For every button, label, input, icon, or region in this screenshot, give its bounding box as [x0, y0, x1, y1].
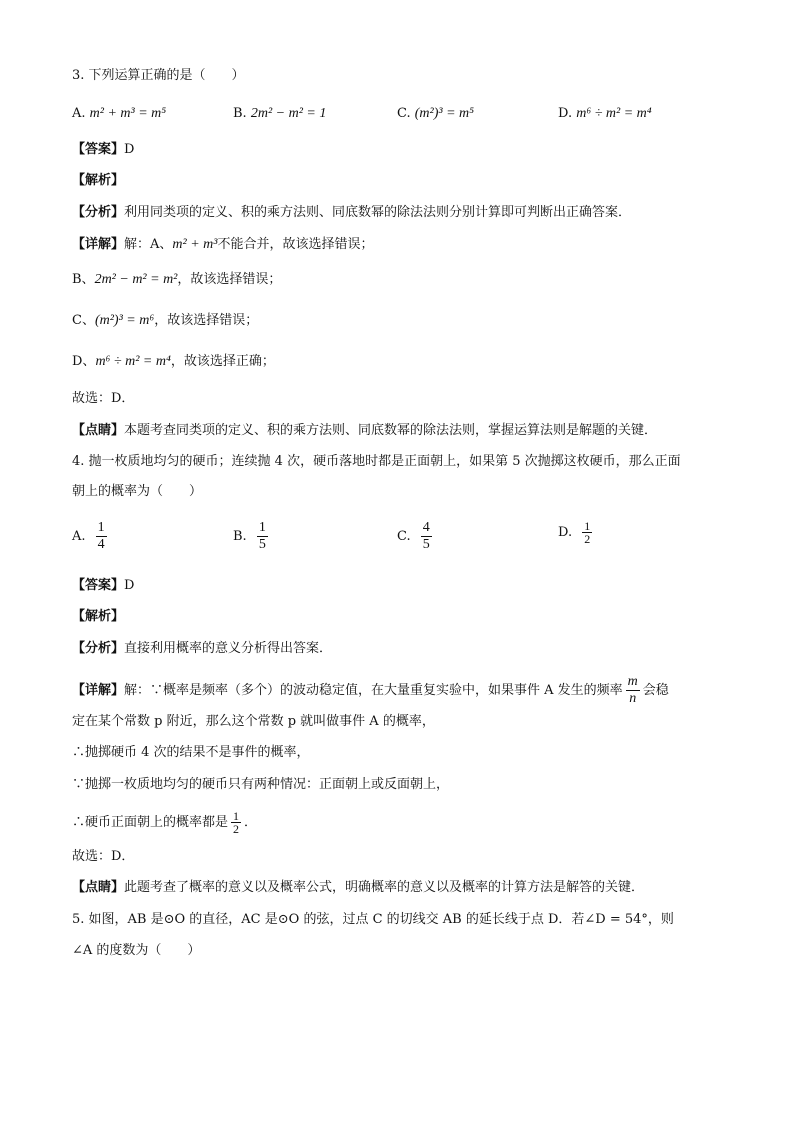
q4-option-d-label: D. [558, 525, 573, 540]
q4-option-b-den: 5 [258, 537, 266, 552]
q3-xiangjie-a [72, 235, 373, 255]
q4-xiangjie-text5: ∴硬币正面朝上的概率都是 [72, 815, 229, 830]
q4-xiangjie-text5-end: ． [244, 815, 258, 830]
q3-option-a-label: A. [72, 106, 86, 121]
q4-freq-num: m [627, 674, 638, 689]
q3-fenxi-tag: 【分析】 [72, 205, 125, 220]
q3-answer-tag: 【答案】 [72, 142, 125, 157]
q4-xiangjie-tag: 【详解】 [72, 683, 125, 698]
q3-line-d [72, 352, 275, 372]
q4-option-b-num: 1 [258, 520, 266, 535]
q4-dianjing [72, 878, 644, 898]
q4-half-num: 1 [233, 809, 240, 823]
q3-option-d-expr: m⁶ ÷ m² = m⁴ [576, 106, 652, 121]
q3-option-c-expr: (m²)³ = m⁵ [414, 106, 475, 121]
q3-answer-value: D [124, 142, 135, 157]
q3-answer [72, 140, 134, 160]
q3-xiangjie-a-prefix: 解：A、 [124, 237, 173, 252]
q4-option-a-frac [96, 520, 107, 553]
q4-option-c-den: 5 [422, 537, 430, 552]
q4-xiangjie-4: ∵抛掷一枚质地均匀的硬币只有两种情况：正面朝上或反面朝上， [72, 777, 450, 792]
q3-dianjing-text: 本题考查同类项的定义、积的乘方法则、同底数幂的除法法则，掌握运算法则是解题的关键． [124, 423, 658, 438]
q3-option-b [233, 104, 326, 124]
q4-xiangjie-1 [72, 674, 669, 707]
q4-xiangjie-2: 定在某个常数 p 附近，那么这个常数 p 就叫做事件 A 的概率， [72, 714, 435, 729]
q5-stem-line1: 5. 如图，AB 是⊙O 的直径，AC 是⊙O 的弦，过点 C 的切线交 AB 的延长线于点 D．若∠D = 54°，则 [72, 912, 674, 927]
q3-line-b-suffix: ，故该选择错误； [177, 272, 282, 287]
q3-line-b [72, 270, 281, 290]
q4-option-c-label: C. [397, 529, 411, 544]
q3-option-b-label: B. [233, 106, 247, 121]
q4-option-a-label: A. [72, 529, 86, 544]
q4-xiangjie-text1: 解：∵概率是频率（多个）的波动稳定值，在大量重复实验中，如果事件 A 发生的频率 [124, 683, 623, 698]
q4-fenxi-text: 直接利用概率的意义分析得出答案． [124, 641, 333, 656]
q4-guxuan: 故选：D． [72, 849, 135, 864]
q3-fenxi-text: 利用同类项的定义、积的乘方法则、同底数幂的除法法则分别计算即可判断出正确答案． [124, 205, 632, 220]
q4-option-c [397, 520, 432, 553]
q4-half-den: 2 [233, 822, 240, 836]
q4-option-d-num: 1 [584, 519, 591, 533]
q3-line-c-expr: (m²)³ = m⁶ [94, 313, 155, 328]
q3-xiangjie-tag: 【详解】 [72, 237, 125, 252]
q4-fenxi [72, 639, 332, 659]
q3-line-b-prefix: B、 [72, 272, 95, 287]
q3-analysis-tag [72, 171, 124, 191]
q4-option-b-frac [257, 520, 268, 553]
q4-half-frac [231, 810, 241, 835]
q4-xiangjie-3: ∴抛掷硬币 4 次的结果不是事件的概率， [72, 745, 310, 760]
q4-option-c-frac [421, 520, 432, 553]
q3-fenxi [72, 203, 631, 223]
q4-stem-line2: 朝上的概率为（ ） [72, 484, 203, 499]
q3-line-c-suffix: ，故该选择错误； [154, 313, 259, 328]
q3-option-c-label: C. [397, 106, 411, 121]
q4-freq-den: n [629, 691, 637, 706]
q4-option-b [233, 520, 268, 553]
q4-dianjing-tag: 【点睛】 [72, 880, 125, 895]
q3-line-d-expr: m⁶ ÷ m² = m⁴ [95, 354, 171, 369]
q3-analysis-label: 【解析】 [72, 173, 125, 188]
q3-dianjing [72, 421, 657, 441]
q3-line-c-prefix: C、 [72, 313, 95, 328]
q3-line-d-suffix: ，故该选择正确； [170, 354, 275, 369]
q3-option-d-label: D. [558, 106, 573, 121]
q4-option-d [558, 520, 592, 545]
q3-line-c [72, 311, 258, 331]
q3-xiangjie-a-suffix: 不能合并，故该选择错误； [217, 237, 374, 252]
q4-option-a [72, 520, 107, 553]
q4-option-a-den: 4 [97, 537, 105, 552]
q3-option-b-expr: 2m² − m² = 1 [250, 106, 327, 121]
q3-option-a [72, 104, 166, 124]
q5-stem-line2: ∠A 的度数为（ ） [72, 943, 201, 958]
q4-answer-value: D [124, 578, 135, 593]
q4-dianjing-text: 此题考查了概率的意义以及概率公式，明确概率的意义以及概率的计算方法是解答的关键． [124, 880, 645, 895]
q3-stem: 3. 下列运算正确的是（ ） [72, 68, 245, 83]
q4-freq-frac [626, 674, 640, 707]
q3-option-d [558, 104, 652, 124]
q3-dianjing-tag: 【点睛】 [72, 423, 125, 438]
q4-answer [72, 576, 134, 596]
q3-xiangjie-a-expr: m² + m³ [172, 237, 218, 252]
q4-fenxi-tag: 【分析】 [72, 641, 125, 656]
q4-answer-tag: 【答案】 [72, 578, 125, 593]
q4-analysis-tag [72, 607, 124, 627]
q3-option-c [397, 104, 474, 124]
q3-line-d-prefix: D、 [72, 354, 96, 369]
q3-option-a-expr: m² + m³ = m⁵ [89, 106, 167, 121]
q3-guxuan: 故选：D． [72, 391, 135, 406]
q4-analysis-label: 【解析】 [72, 609, 125, 624]
q4-option-b-label: B. [233, 529, 247, 544]
q3-line-b-expr: 2m² − m² = m² [94, 272, 178, 287]
q4-xiangjie-text1-end: 会稳 [642, 683, 669, 698]
q4-option-a-num: 1 [97, 520, 105, 535]
q4-option-c-num: 4 [422, 520, 430, 535]
q4-stem-line1: 4. 抛一枚质地均匀的硬币；连续抛 4 次，硬币落地时都是正面朝上，如果第 5 次抛掷这枚硬币，那么正面 [72, 454, 681, 469]
q4-option-d-frac [582, 520, 592, 545]
q4-xiangjie-5 [72, 810, 257, 835]
q4-option-d-den: 2 [584, 532, 591, 546]
